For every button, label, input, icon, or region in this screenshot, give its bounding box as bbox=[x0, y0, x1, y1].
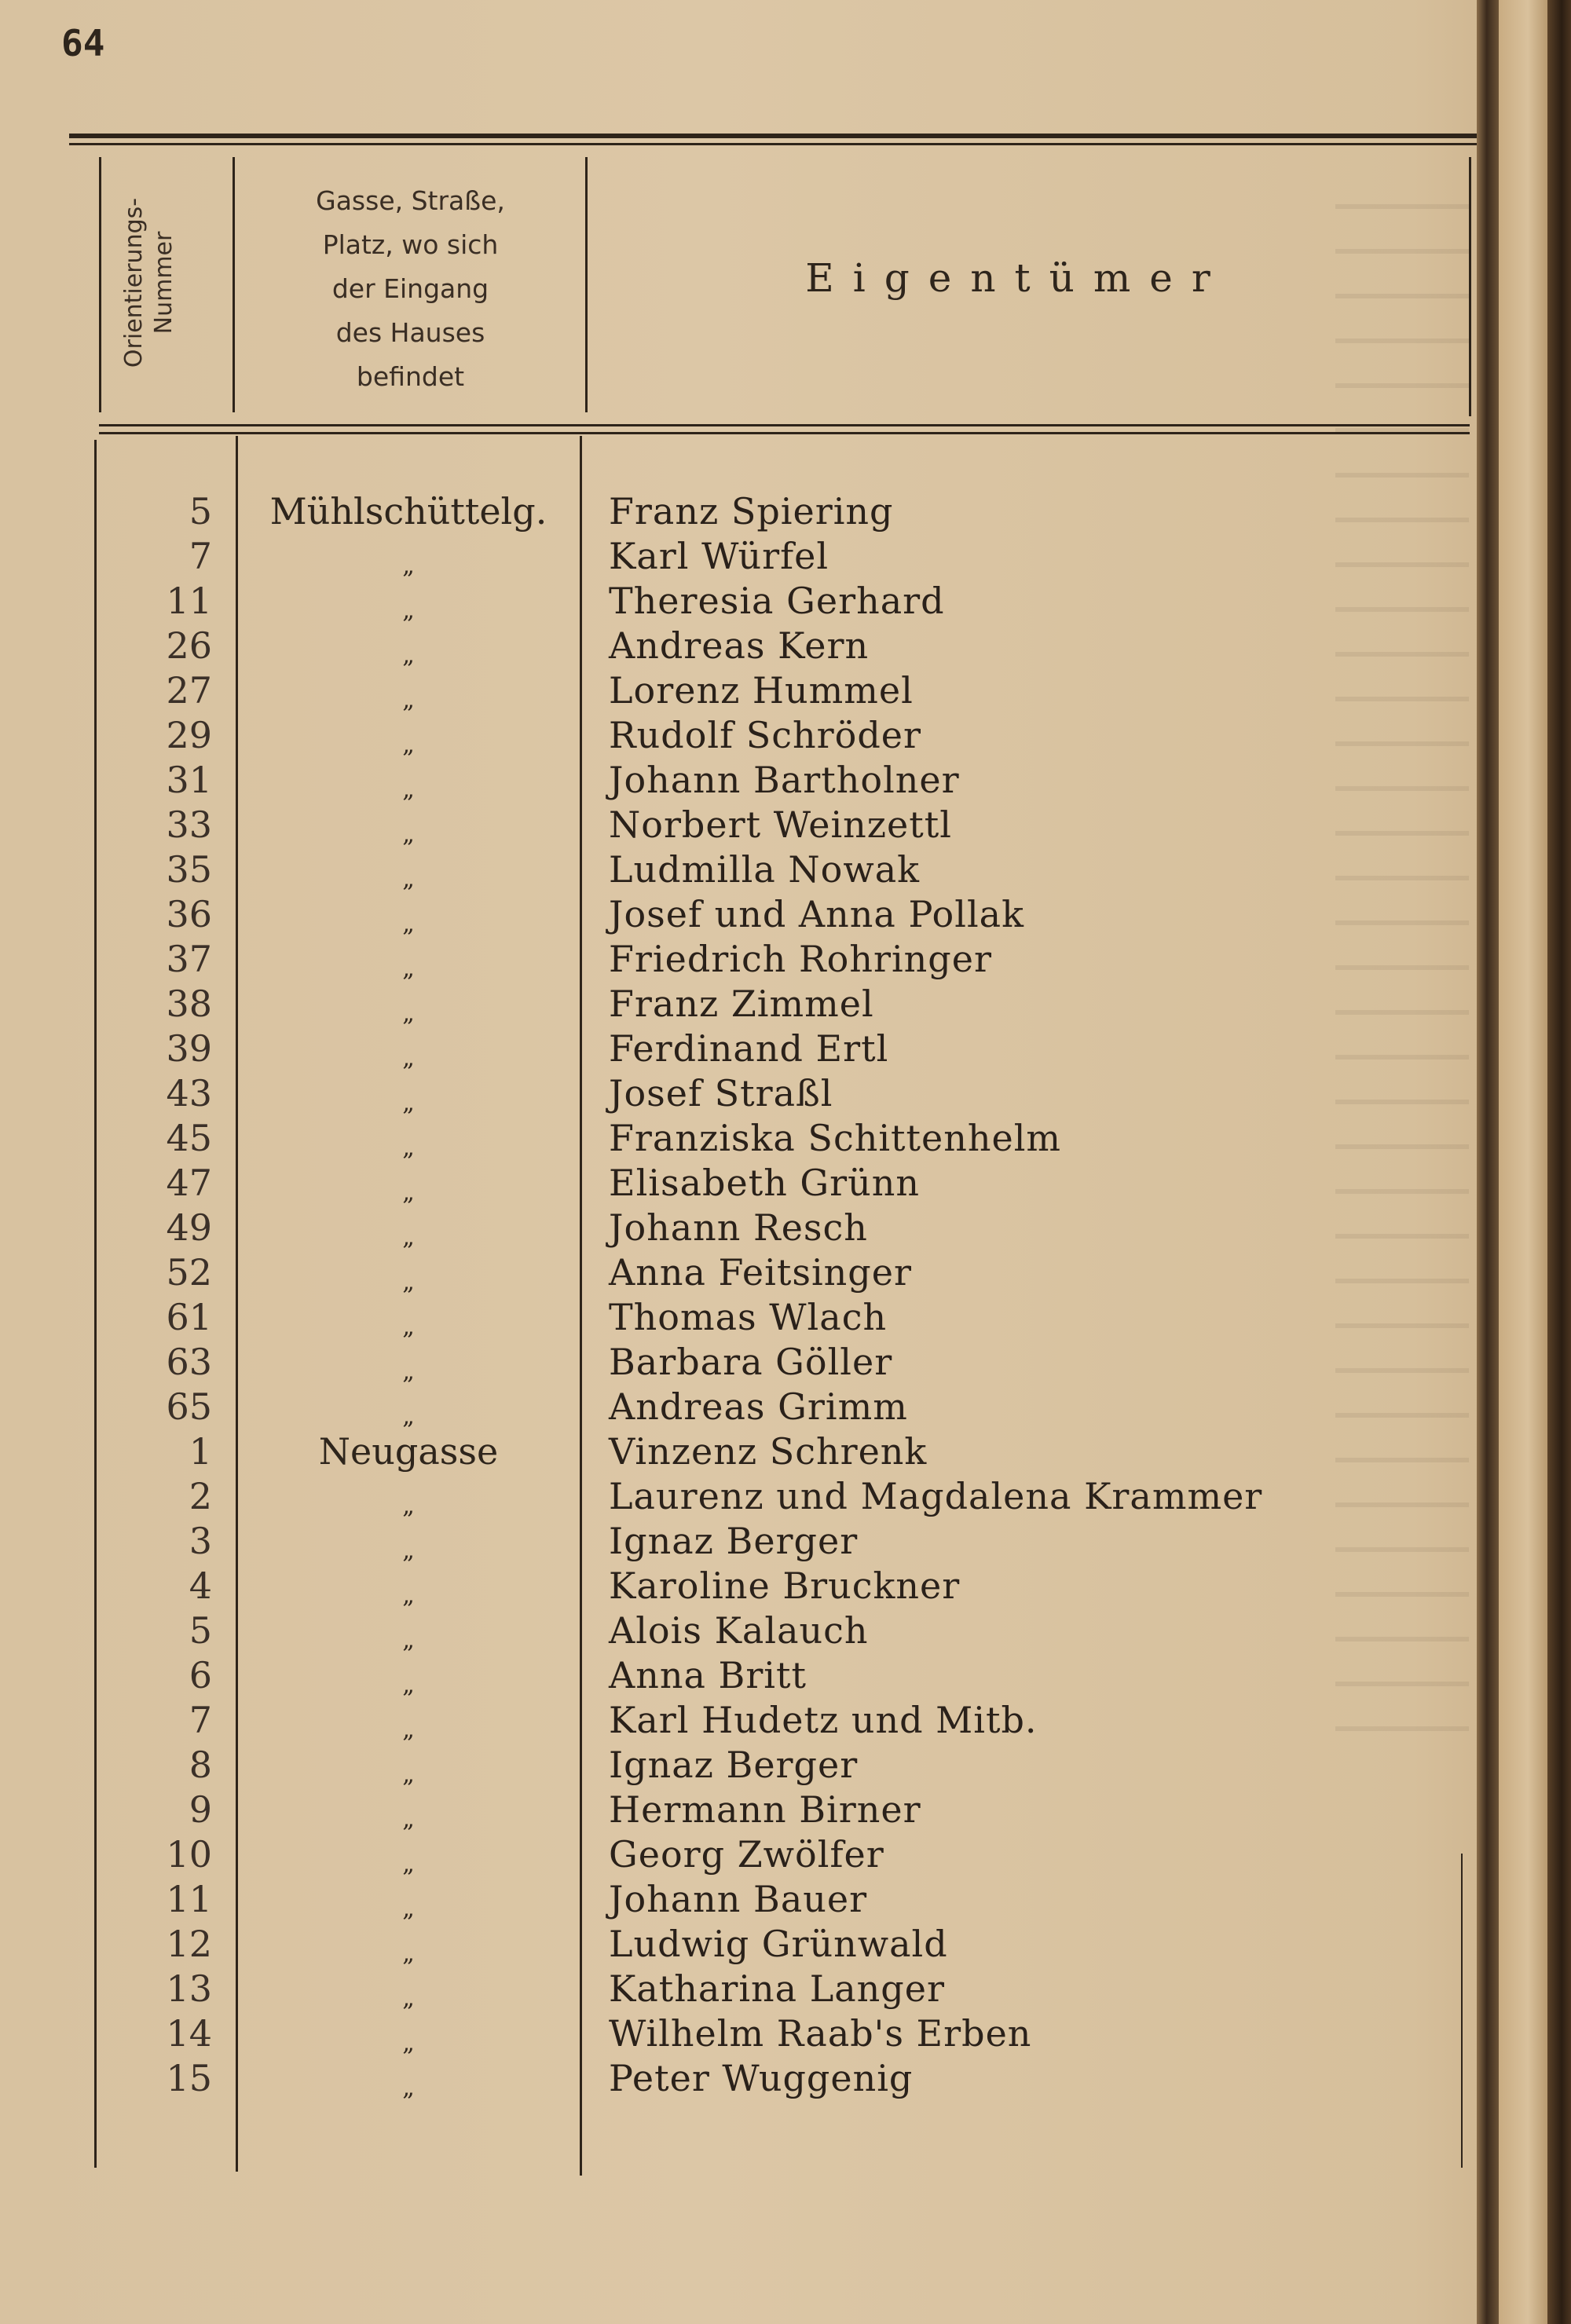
orientation-number: 11 bbox=[166, 580, 212, 622]
orientation-number: 39 bbox=[166, 1027, 212, 1070]
table-row bbox=[0, 713, 1477, 758]
header-street-line-4: des Hauses bbox=[335, 317, 485, 348]
orientation-number: 7 bbox=[189, 1699, 212, 1741]
orientation-number: 65 bbox=[166, 1385, 212, 1428]
orientation-number: 63 bbox=[166, 1341, 212, 1383]
ditto-mark: „ bbox=[402, 2074, 415, 2102]
page-edge bbox=[1499, 0, 1547, 2324]
owner-name: Ludwig Grünwald bbox=[609, 1923, 948, 1965]
orientation-number: 15 bbox=[166, 2057, 212, 2099]
ditto-mark: „ bbox=[402, 1716, 415, 1744]
orientation-number: 10 bbox=[166, 1833, 212, 1876]
table-row bbox=[0, 534, 1477, 579]
table-row bbox=[0, 1295, 1477, 1340]
header-divider-left bbox=[99, 157, 101, 412]
ditto-mark: „ bbox=[402, 1358, 415, 1385]
orientation-number: 45 bbox=[166, 1117, 212, 1159]
header-owner-column: Eigentümer bbox=[805, 255, 1229, 301]
orientation-number: 47 bbox=[166, 1162, 212, 1204]
ditto-mark: „ bbox=[402, 642, 415, 669]
ditto-mark: „ bbox=[402, 1582, 415, 1609]
owner-name: Karoline Bruckner bbox=[609, 1565, 961, 1607]
orientation-number: 38 bbox=[166, 983, 212, 1025]
ditto-mark: „ bbox=[402, 1761, 415, 1788]
orientation-number: 5 bbox=[189, 1609, 212, 1652]
table-row bbox=[0, 2056, 1477, 2101]
header-street-line-2: Platz, wo sich bbox=[322, 229, 499, 260]
orientation-number: 6 bbox=[189, 1654, 212, 1696]
table-row bbox=[0, 489, 1477, 534]
table-row bbox=[0, 1027, 1477, 1071]
top-rule-thin bbox=[69, 143, 1492, 145]
ditto-mark: „ bbox=[402, 1940, 415, 1967]
owner-name: Elisabeth Grünn bbox=[609, 1162, 921, 1204]
orientation-number: 27 bbox=[166, 669, 212, 712]
header-number-line-2: Nummer bbox=[150, 231, 178, 335]
table-row bbox=[0, 579, 1477, 624]
table-row bbox=[0, 1788, 1477, 1832]
owner-name: Franz Zimmel bbox=[609, 983, 874, 1025]
orientation-number: 29 bbox=[166, 714, 212, 756]
ditto-mark: „ bbox=[402, 776, 415, 803]
orientation-number: 49 bbox=[166, 1206, 212, 1249]
ditto-mark: „ bbox=[402, 597, 415, 624]
header-rule-2 bbox=[99, 432, 1470, 434]
table-row bbox=[0, 1877, 1477, 1922]
table-row bbox=[0, 937, 1477, 982]
book-cover-edge bbox=[1547, 0, 1571, 2324]
header-street-line-5: befindet bbox=[356, 361, 465, 392]
orientation-number: 9 bbox=[189, 1788, 212, 1831]
table-row bbox=[0, 1250, 1477, 1295]
street-name: Neugasse bbox=[318, 1430, 499, 1473]
table-row bbox=[0, 1609, 1477, 1653]
ditto-mark: „ bbox=[402, 1313, 415, 1341]
table-row bbox=[0, 1474, 1477, 1519]
owner-name: Vinzenz Schrenk bbox=[609, 1430, 928, 1473]
ditto-mark: „ bbox=[402, 1224, 415, 1251]
orientation-number: 36 bbox=[166, 893, 212, 935]
orientation-number: 61 bbox=[166, 1296, 212, 1338]
ditto-mark: „ bbox=[402, 1627, 415, 1654]
orientation-number: 33 bbox=[166, 803, 212, 846]
orientation-number: 3 bbox=[189, 1520, 212, 1562]
ditto-mark: „ bbox=[402, 866, 415, 893]
table-row bbox=[0, 668, 1477, 713]
header-number-column bbox=[118, 165, 181, 401]
ditto-mark: „ bbox=[402, 1895, 415, 1923]
table-row bbox=[0, 1922, 1477, 1967]
ditto-mark: „ bbox=[402, 1985, 415, 2012]
table-row bbox=[0, 1161, 1477, 1206]
owner-name: Anna Britt bbox=[609, 1654, 807, 1696]
owner-name: Josef und Anna Pollak bbox=[609, 893, 1024, 935]
owner-name: Ignaz Berger bbox=[609, 1520, 859, 1562]
orientation-number: 11 bbox=[166, 1878, 212, 1920]
ditto-mark: „ bbox=[402, 2029, 415, 2057]
owner-name: Alois Kalauch bbox=[609, 1609, 869, 1652]
ditto-mark: „ bbox=[402, 910, 415, 938]
orientation-number: 26 bbox=[166, 624, 212, 667]
table-row bbox=[0, 803, 1477, 847]
table-row bbox=[0, 1429, 1477, 1474]
owner-name: Anna Feitsinger bbox=[609, 1251, 912, 1294]
owner-name: Ludmilla Nowak bbox=[609, 848, 921, 891]
owner-name: Katharina Langer bbox=[609, 1967, 945, 2010]
ditto-mark: „ bbox=[402, 1492, 415, 1520]
orientation-number: 43 bbox=[166, 1072, 212, 1114]
ditto-mark: „ bbox=[402, 1089, 415, 1117]
owner-name: Norbert Weinzettl bbox=[609, 803, 952, 846]
ditto-mark: „ bbox=[402, 1403, 415, 1430]
owner-name: Johann Resch bbox=[609, 1206, 868, 1249]
owner-name: Thomas Wlach bbox=[609, 1296, 888, 1338]
header-street-column bbox=[236, 179, 585, 399]
table-row bbox=[0, 1564, 1477, 1609]
ditto-mark: „ bbox=[402, 1268, 415, 1296]
table-row bbox=[0, 1698, 1477, 1743]
table-row bbox=[0, 758, 1477, 803]
owner-name: Karl Würfel bbox=[609, 535, 829, 577]
ditto-mark: „ bbox=[402, 552, 415, 580]
owner-name: Johann Bartholner bbox=[609, 759, 960, 801]
table-row bbox=[0, 1743, 1477, 1788]
ditto-mark: „ bbox=[402, 1179, 415, 1206]
owner-name: Ferdinand Ertl bbox=[609, 1027, 889, 1070]
owner-name: Theresia Gerhard bbox=[609, 580, 945, 622]
ditto-mark: „ bbox=[402, 821, 415, 848]
table-row bbox=[0, 1967, 1477, 2011]
header-divider-1 bbox=[233, 157, 235, 412]
table-row bbox=[0, 892, 1477, 937]
table-row bbox=[0, 1653, 1477, 1698]
orientation-number: 35 bbox=[166, 848, 212, 891]
orientation-number: 1 bbox=[189, 1430, 212, 1473]
header-rule-1 bbox=[99, 424, 1470, 426]
top-rule-thick bbox=[69, 134, 1492, 138]
table-row bbox=[0, 1519, 1477, 1564]
ditto-mark: „ bbox=[402, 731, 415, 759]
owner-name: Josef Straßl bbox=[609, 1072, 833, 1114]
owner-name: Georg Zwölfer bbox=[609, 1833, 884, 1876]
owner-name: Wilhelm Raab's Erben bbox=[609, 2012, 1032, 2055]
header-divider-right bbox=[1469, 157, 1471, 416]
ditto-mark: „ bbox=[402, 1045, 415, 1072]
table-row bbox=[0, 1206, 1477, 1250]
owner-name: Lorenz Hummel bbox=[609, 669, 914, 712]
header-number-line-1: Orientierungs- bbox=[120, 197, 148, 368]
ditto-mark: „ bbox=[402, 1806, 415, 1833]
street-name: Mühlschüttelg. bbox=[269, 490, 547, 533]
table-row bbox=[0, 1832, 1477, 1877]
table-row bbox=[0, 1071, 1477, 1116]
owner-name: Laurenz und Magdalena Krammer bbox=[609, 1475, 1263, 1517]
owner-name: Rudolf Schröder bbox=[609, 714, 922, 756]
ditto-mark: „ bbox=[402, 686, 415, 714]
table-row bbox=[0, 624, 1477, 668]
table-row bbox=[0, 1116, 1477, 1161]
owner-name: Barbara Göller bbox=[609, 1341, 893, 1383]
owner-name: Andreas Grimm bbox=[609, 1385, 908, 1428]
table-row bbox=[0, 847, 1477, 892]
owner-name: Hermann Birner bbox=[609, 1788, 921, 1831]
header-divider-2 bbox=[585, 157, 588, 412]
orientation-number: 13 bbox=[166, 1967, 212, 2010]
orientation-number: 8 bbox=[189, 1744, 212, 1786]
table-row bbox=[0, 1340, 1477, 1385]
page-number: 64 bbox=[61, 22, 105, 64]
owner-name: Karl Hudetz und Mitb. bbox=[609, 1699, 1038, 1741]
owner-name: Friedrich Rohringer bbox=[609, 938, 992, 980]
table-row bbox=[0, 982, 1477, 1027]
owner-name: Andreas Kern bbox=[609, 624, 870, 667]
orientation-number: 12 bbox=[166, 1923, 212, 1965]
ditto-mark: „ bbox=[402, 1537, 415, 1565]
owner-name: Franz Spiering bbox=[609, 490, 894, 533]
orientation-number: 37 bbox=[166, 938, 212, 980]
orientation-number: 7 bbox=[189, 535, 212, 577]
orientation-number: 4 bbox=[189, 1565, 212, 1607]
owner-name: Ignaz Berger bbox=[609, 1744, 859, 1786]
orientation-number: 31 bbox=[166, 759, 212, 801]
owner-name: Johann Bauer bbox=[609, 1878, 868, 1920]
orientation-number: 2 bbox=[189, 1475, 212, 1517]
ditto-mark: „ bbox=[402, 1671, 415, 1699]
header-street-line-1: Gasse, Straße, bbox=[316, 185, 505, 216]
header-street-line-3: der Eingang bbox=[331, 273, 489, 304]
table-row bbox=[0, 2011, 1477, 2056]
orientation-number: 52 bbox=[166, 1251, 212, 1294]
owner-name: Franziska Schittenhelm bbox=[609, 1117, 1062, 1159]
orientation-number: 14 bbox=[166, 2012, 212, 2055]
ditto-mark: „ bbox=[402, 1850, 415, 1878]
ditto-mark: „ bbox=[402, 955, 415, 983]
ditto-mark: „ bbox=[402, 1134, 415, 1162]
owner-name: Peter Wuggenig bbox=[609, 2057, 914, 2099]
table-row bbox=[0, 1385, 1477, 1429]
orientation-number: 5 bbox=[189, 490, 212, 533]
page-edge-shadow bbox=[1477, 0, 1499, 2324]
ditto-mark: „ bbox=[402, 1000, 415, 1027]
